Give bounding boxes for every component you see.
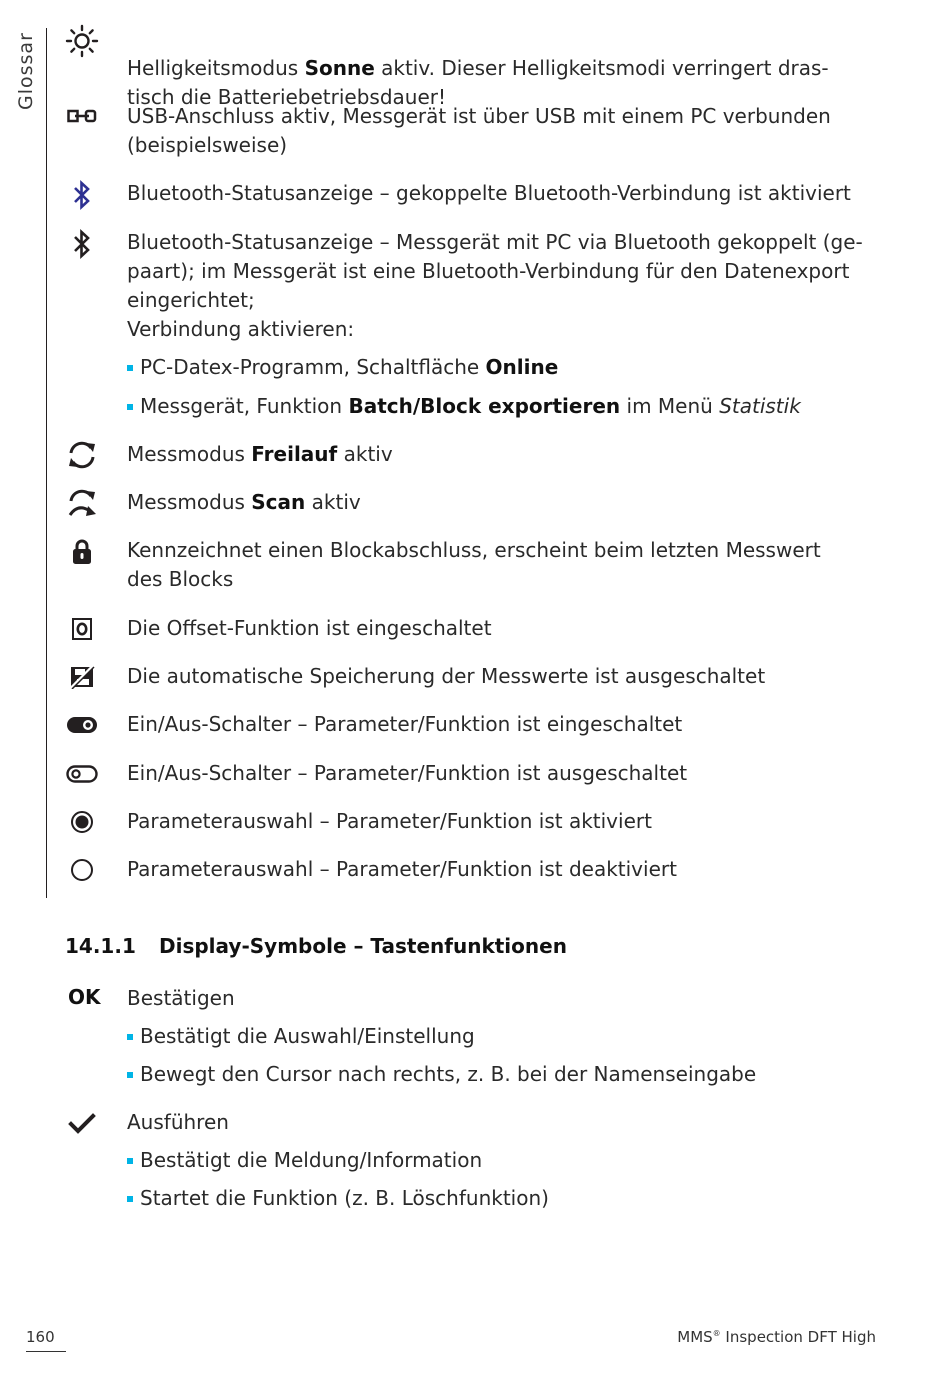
autosave-off-icon xyxy=(62,660,102,694)
symbol-description: Messmodus Freilauf aktiv xyxy=(127,442,393,466)
offset-icon xyxy=(62,612,102,646)
footer-product-title: MMS® Inspection DFT High xyxy=(677,1328,876,1346)
bluetooth-paired-icon xyxy=(62,227,102,261)
bullet-marker xyxy=(127,365,133,371)
lock-icon xyxy=(62,535,102,569)
symbol-description: Die Offset-Funktion ist eingeschaltet xyxy=(127,616,492,640)
symbol-description: Ein/Aus-Schalter – Parameter/Funktion ist ausgeschaltet xyxy=(127,761,688,785)
symbol-description: USB-Anschluss aktiv, Messgerät ist über USB mit einem PC verbunden (beispielsweise) xyxy=(127,104,831,157)
list-item: Bestätigt die Meldung/Information xyxy=(127,1146,482,1175)
side-section-label: Glossar xyxy=(15,32,37,110)
symbol-description: Helligkeitsmodus Sonne aktiv. Dieser Helligkeitsmodi verringert dras- tisch die Batteriebetriebsdauer! xyxy=(127,56,829,109)
section-title: Display-Symbole – Tastenfunktionen xyxy=(159,934,567,958)
symbol-description: Messmodus Scan aktiv xyxy=(127,490,361,514)
symbol-description: Parameterauswahl – Parameter/Funktion ist aktiviert xyxy=(127,809,652,833)
bullet-marker xyxy=(127,1196,133,1202)
toggle-on-icon xyxy=(62,708,102,742)
symbol-description: Die automatische Speicherung der Messwerte ist ausgeschaltet xyxy=(127,664,766,688)
side-rule xyxy=(46,28,47,898)
section-number: 14.1.1 xyxy=(65,934,136,958)
list-item: Startet die Funktion (z. B. Löschfunktion) xyxy=(127,1184,549,1213)
toggle-off-icon xyxy=(62,757,102,791)
footer-rule xyxy=(26,1351,66,1352)
list-item: Bestätigt die Auswahl/Einstellung xyxy=(127,1022,475,1051)
symbol-description: Kennzeichnet einen Blockabschluss, erscheint beim letzten Messwert des Blocks xyxy=(127,538,821,591)
section-heading xyxy=(65,934,567,958)
list-item: PC-Datex-Programm, Schaltfläche Online xyxy=(127,353,558,382)
key-description: Bestätigen xyxy=(127,986,235,1010)
symbol-description: Parameterauswahl – Parameter/Funktion ist deaktiviert xyxy=(127,857,677,881)
symbol-description: Bluetooth-Statusanzeige – Messgerät mit PC via Bluetooth gekoppelt (ge- paart); im Messgerät ist eine Bluetooth-Verbindung für den Datenexport eingerichtet; Verbindung aktivieren: xyxy=(127,230,863,341)
symbol-description: Bluetooth-Statusanzeige – gekoppelte Bluetooth-Verbindung ist aktiviert xyxy=(127,181,851,205)
key-description: Ausführen xyxy=(127,1110,229,1134)
sun-icon xyxy=(62,24,102,58)
list-item: Bewegt den Cursor nach rechts, z. B. bei der Namenseingabe xyxy=(127,1060,756,1089)
bullet-marker xyxy=(127,1034,133,1040)
scan-mode-icon xyxy=(62,486,102,520)
page-number: 160 xyxy=(26,1328,55,1346)
checkmark-icon xyxy=(62,1107,102,1141)
symbol-description: Ein/Aus-Schalter – Parameter/Funktion ist eingeschaltet xyxy=(127,712,683,736)
bluetooth-active-icon xyxy=(62,178,102,212)
bullet-marker xyxy=(127,404,133,410)
radio-unselected-icon xyxy=(62,853,102,887)
ok-key-label: OK xyxy=(68,985,101,1009)
freerun-mode-icon xyxy=(62,438,102,472)
bullet-marker xyxy=(127,1072,133,1078)
usb-icon xyxy=(62,99,102,133)
list-item: Messgerät, Funktion Batch/Block exportieren im Menü Statistik xyxy=(127,392,801,421)
radio-selected-icon xyxy=(62,805,102,839)
bullet-marker xyxy=(127,1158,133,1164)
